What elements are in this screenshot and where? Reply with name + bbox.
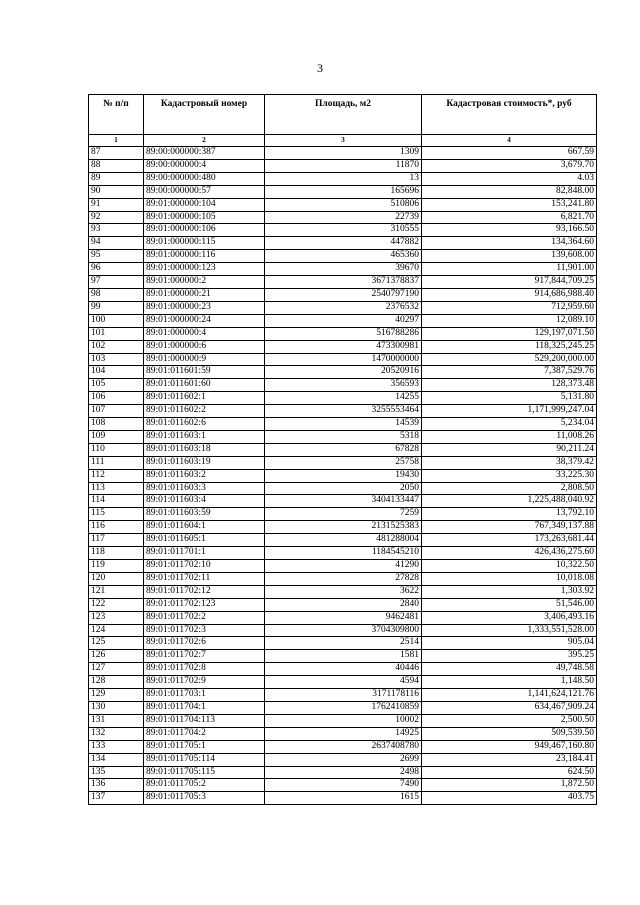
row-number: 96 (89, 263, 144, 276)
cadastral-number: 89:01:011705:115 (144, 766, 265, 779)
cost-value: 6,821.70 (422, 211, 597, 224)
cadastral-number: 89:01:011702:11 (144, 572, 265, 585)
cadastral-number: 89:01:011602:6 (144, 418, 265, 431)
table-row (89, 443, 597, 456)
area-value: 11870 (265, 159, 422, 172)
row-number: 128 (89, 676, 144, 689)
area-value: 39670 (265, 263, 422, 276)
table-row (89, 663, 597, 676)
cost-value: 13,792.10 (422, 508, 597, 521)
area-value: 22739 (265, 211, 422, 224)
area-value: 2376532 (265, 301, 422, 314)
cost-value: 10,018.08 (422, 572, 597, 585)
table-row (89, 392, 597, 405)
area-value: 2840 (265, 598, 422, 611)
cadastral-number: 89:01:011702:8 (144, 663, 265, 676)
table-row (89, 611, 597, 624)
area-value: 165696 (265, 185, 422, 198)
cost-value: 3,406,493.16 (422, 611, 597, 624)
cadastral-number: 89:01:011603:18 (144, 443, 265, 456)
cadastral-number: 89:01:011603:2 (144, 469, 265, 482)
table-row (89, 740, 597, 753)
cadastral-number: 89:01:011705:2 (144, 779, 265, 792)
area-value: 2050 (265, 482, 422, 495)
table-row (89, 405, 597, 418)
cost-value: 11,901.00 (422, 263, 597, 276)
cadastral-number: 89:01:011702:12 (144, 585, 265, 598)
row-number: 125 (89, 637, 144, 650)
cadastral-number: 89:01:011704:1 (144, 701, 265, 714)
cadastral-number: 89:01:000000:123 (144, 263, 265, 276)
area-value: 7490 (265, 779, 422, 792)
row-number: 120 (89, 572, 144, 585)
row-number: 118 (89, 547, 144, 560)
area-value: 2699 (265, 753, 422, 766)
page-number: 3 (317, 61, 323, 75)
area-value: 3671378837 (265, 276, 422, 289)
area-value: 1470000000 (265, 353, 422, 366)
row-number: 122 (89, 598, 144, 611)
table-row (89, 482, 597, 495)
header-num: № п/п (89, 95, 144, 135)
table-row (89, 714, 597, 727)
cost-value: 395.25 (422, 650, 597, 663)
area-value: 510806 (265, 198, 422, 211)
row-number: 131 (89, 714, 144, 727)
column-number: 3 (265, 135, 422, 147)
cadastral-number: 89:01:000000:105 (144, 211, 265, 224)
cadastral-number: 89:00:000000:4 (144, 159, 265, 172)
row-number: 91 (89, 198, 144, 211)
cadastral-number: 89:01:000000:24 (144, 314, 265, 327)
cadastral-number: 89:01:011702:3 (144, 624, 265, 637)
cadastral-number: 89:01:000000:116 (144, 250, 265, 263)
table-row (89, 418, 597, 431)
cost-value: 173,263,681.44 (422, 534, 597, 547)
cadastral-number: 89:01:011603:1 (144, 430, 265, 443)
cadastral-number: 89:01:000000:23 (144, 301, 265, 314)
table-row (89, 572, 597, 585)
cadastral-number: 89:01:011702:10 (144, 560, 265, 573)
cadastral-number: 89:00:000000:387 (144, 147, 265, 160)
cost-value: 2,500.50 (422, 714, 597, 727)
table-header-row (89, 95, 597, 135)
area-value: 10002 (265, 714, 422, 727)
area-value: 3704309800 (265, 624, 422, 637)
row-number: 89 (89, 172, 144, 185)
area-value: 2514 (265, 637, 422, 650)
cost-value: 403.75 (422, 792, 597, 805)
cost-value: 529,200,000.00 (422, 353, 597, 366)
table-row (89, 263, 597, 276)
cost-value: 11,008.26 (422, 430, 597, 443)
row-number: 95 (89, 250, 144, 263)
cadastral-number: 89:01:000000:2 (144, 276, 265, 289)
cadastral-number: 89:01:000000:21 (144, 288, 265, 301)
row-number: 124 (89, 624, 144, 637)
table-row (89, 753, 597, 766)
area-value: 14925 (265, 727, 422, 740)
cost-value: 712,959.60 (422, 301, 597, 314)
column-number: 1 (89, 135, 144, 147)
table-row (89, 456, 597, 469)
area-value: 3404133447 (265, 495, 422, 508)
cost-value: 5,131.80 (422, 392, 597, 405)
cadastral-number: 89:01:011604:1 (144, 521, 265, 534)
cost-value: 51,546.00 (422, 598, 597, 611)
table-row (89, 637, 597, 650)
cadastral-number: 89:01:011704:113 (144, 714, 265, 727)
cost-value: 4.03 (422, 172, 597, 185)
area-value: 310555 (265, 224, 422, 237)
row-number: 101 (89, 327, 144, 340)
row-number: 103 (89, 353, 144, 366)
table-row (89, 185, 597, 198)
row-number: 110 (89, 443, 144, 456)
area-value: 481288004 (265, 534, 422, 547)
area-value: 2131525383 (265, 521, 422, 534)
area-value: 9462481 (265, 611, 422, 624)
area-value: 5318 (265, 430, 422, 443)
area-value: 2540797190 (265, 288, 422, 301)
area-value: 3622 (265, 585, 422, 598)
area-value: 14539 (265, 418, 422, 431)
table-row (89, 779, 597, 792)
cost-value: 1,141,624,121.76 (422, 689, 597, 702)
row-number: 102 (89, 340, 144, 353)
row-number: 136 (89, 779, 144, 792)
table-row (89, 353, 597, 366)
cost-value: 634,467,909.24 (422, 701, 597, 714)
cadastral-table (88, 94, 597, 805)
row-number: 97 (89, 276, 144, 289)
row-number: 114 (89, 495, 144, 508)
area-value: 7259 (265, 508, 422, 521)
row-number: 117 (89, 534, 144, 547)
table-row (89, 508, 597, 521)
cadastral-number: 89:01:011705:3 (144, 792, 265, 805)
cost-value: 129,197,071.50 (422, 327, 597, 340)
area-value: 20520916 (265, 366, 422, 379)
row-number: 107 (89, 405, 144, 418)
table-row (89, 766, 597, 779)
cost-value: 5,234.04 (422, 418, 597, 431)
cadastral-number: 89:01:011603:59 (144, 508, 265, 521)
area-value: 67828 (265, 443, 422, 456)
cadastral-number: 89:01:011603:19 (144, 456, 265, 469)
cost-value: 1,225,488,040.92 (422, 495, 597, 508)
cadastral-number: 89:01:000000:104 (144, 198, 265, 211)
area-value: 19430 (265, 469, 422, 482)
row-number: 115 (89, 508, 144, 521)
cost-value: 12,089.10 (422, 314, 597, 327)
cadastral-number: 89:01:011702:2 (144, 611, 265, 624)
row-number: 100 (89, 314, 144, 327)
table-row (89, 547, 597, 560)
cost-value: 917,844,709.25 (422, 276, 597, 289)
row-number: 127 (89, 663, 144, 676)
area-value: 13 (265, 172, 422, 185)
row-number: 126 (89, 650, 144, 663)
table-row (89, 366, 597, 379)
row-number: 134 (89, 753, 144, 766)
table-row (89, 534, 597, 547)
table-row (89, 276, 597, 289)
row-number: 113 (89, 482, 144, 495)
row-number: 109 (89, 430, 144, 443)
cadastral-number: 89:01:011702:9 (144, 676, 265, 689)
row-number: 129 (89, 689, 144, 702)
column-number: 4 (422, 135, 597, 147)
cost-value: 2,808.50 (422, 482, 597, 495)
header-cadastral-number: Кадастровый номер (144, 95, 265, 135)
table-row (89, 521, 597, 534)
row-number: 108 (89, 418, 144, 431)
table-row (89, 314, 597, 327)
area-value: 1184545210 (265, 547, 422, 560)
row-number: 121 (89, 585, 144, 598)
area-value: 516788286 (265, 327, 422, 340)
area-value: 27828 (265, 572, 422, 585)
row-number: 99 (89, 301, 144, 314)
table-row (89, 701, 597, 714)
cost-value: 914,686,988.40 (422, 288, 597, 301)
row-number: 105 (89, 379, 144, 392)
cadastral-number: 89:01:011702:7 (144, 650, 265, 663)
row-number: 94 (89, 237, 144, 250)
table-row (89, 327, 597, 340)
cadastral-number: 89:01:011705:1 (144, 740, 265, 753)
area-value: 1615 (265, 792, 422, 805)
area-value: 1309 (265, 147, 422, 160)
row-number: 90 (89, 185, 144, 198)
row-number: 106 (89, 392, 144, 405)
area-value: 473300981 (265, 340, 422, 353)
table-row (89, 198, 597, 211)
table-row (89, 495, 597, 508)
area-value: 3255553464 (265, 405, 422, 418)
column-number-row (89, 135, 597, 147)
cost-value: 767,349,137.88 (422, 521, 597, 534)
table-row (89, 792, 597, 805)
table-row (89, 250, 597, 263)
cost-value: 93,166.50 (422, 224, 597, 237)
area-value: 40297 (265, 314, 422, 327)
cost-value: 624.50 (422, 766, 597, 779)
area-value: 447882 (265, 237, 422, 250)
cost-value: 82,848.00 (422, 185, 597, 198)
cadastral-number: 89:00:000000:480 (144, 172, 265, 185)
row-number: 135 (89, 766, 144, 779)
cost-value: 667.59 (422, 147, 597, 160)
table-row (89, 224, 597, 237)
cadastral-number: 89:01:000000:115 (144, 237, 265, 250)
table-row (89, 469, 597, 482)
cadastral-number: 89:01:011705:114 (144, 753, 265, 766)
cadastral-number: 89:01:011704:2 (144, 727, 265, 740)
cadastral-number: 89:01:000000:6 (144, 340, 265, 353)
cadastral-number: 89:01:011602:1 (144, 392, 265, 405)
table-row (89, 560, 597, 573)
cost-value: 23,184.41 (422, 753, 597, 766)
header-cost: Кадастровая стоимость*, руб (422, 95, 597, 135)
area-value: 41290 (265, 560, 422, 573)
cost-value: 134,364.60 (422, 237, 597, 250)
cost-value: 139,608.00 (422, 250, 597, 263)
table-row (89, 650, 597, 663)
area-value: 14255 (265, 392, 422, 405)
table-row (89, 211, 597, 224)
cadastral-number: 89:01:000000:9 (144, 353, 265, 366)
row-number: 111 (89, 456, 144, 469)
cost-value: 905.04 (422, 637, 597, 650)
table-row (89, 379, 597, 392)
cadastral-number: 89:01:011703:1 (144, 689, 265, 702)
area-value: 1762410859 (265, 701, 422, 714)
row-number: 92 (89, 211, 144, 224)
header-area: Площадь, м2 (265, 95, 422, 135)
cost-value: 38,379.42 (422, 456, 597, 469)
cost-value: 7,387,529.76 (422, 366, 597, 379)
cost-value: 3,679.70 (422, 159, 597, 172)
cadastral-number: 89:01:000000:4 (144, 327, 265, 340)
area-value: 40446 (265, 663, 422, 676)
cost-value: 509,539.50 (422, 727, 597, 740)
cost-value: 1,872.50 (422, 779, 597, 792)
row-number: 132 (89, 727, 144, 740)
table-row (89, 301, 597, 314)
cost-value: 33,225.30 (422, 469, 597, 482)
table-row (89, 676, 597, 689)
area-value: 3171178116 (265, 689, 422, 702)
cost-value: 49,748.58 (422, 663, 597, 676)
row-number: 98 (89, 288, 144, 301)
row-number: 88 (89, 159, 144, 172)
table-row (89, 237, 597, 250)
row-number: 112 (89, 469, 144, 482)
row-number: 137 (89, 792, 144, 805)
cadastral-number: 89:01:011602:2 (144, 405, 265, 418)
cadastral-number: 89:01:011702:6 (144, 637, 265, 650)
row-number: 119 (89, 560, 144, 573)
table-row (89, 288, 597, 301)
area-value: 4594 (265, 676, 422, 689)
cadastral-number: 89:01:011601:59 (144, 366, 265, 379)
table-row (89, 689, 597, 702)
cost-value: 949,467,160.80 (422, 740, 597, 753)
cost-value: 90,211.24 (422, 443, 597, 456)
cost-value: 128,373.48 (422, 379, 597, 392)
cost-value: 1,333,551,528.00 (422, 624, 597, 637)
row-number: 93 (89, 224, 144, 237)
area-value: 25758 (265, 456, 422, 469)
cadastral-number: 89:01:011603:4 (144, 495, 265, 508)
cadastral-number: 89:01:011603:3 (144, 482, 265, 495)
row-number: 116 (89, 521, 144, 534)
row-number: 133 (89, 740, 144, 753)
table-row (89, 172, 597, 185)
cadastral-number: 89:01:011601:60 (144, 379, 265, 392)
cadastral-number: 89:01:000000:106 (144, 224, 265, 237)
cadastral-number: 89:01:011605:1 (144, 534, 265, 547)
cost-value: 1,303.92 (422, 585, 597, 598)
table-row (89, 585, 597, 598)
cadastral-number: 89:00:000000:57 (144, 185, 265, 198)
table-row (89, 727, 597, 740)
row-number: 87 (89, 147, 144, 160)
cadastral-number: 89:01:011701:1 (144, 547, 265, 560)
area-value: 1581 (265, 650, 422, 663)
table-row (89, 430, 597, 443)
cost-value: 1,171,999,247.04 (422, 405, 597, 418)
row-number: 130 (89, 701, 144, 714)
cadastral-number: 89:01:011702:123 (144, 598, 265, 611)
cost-value: 1,148.50 (422, 676, 597, 689)
table-row (89, 159, 597, 172)
table-row (89, 340, 597, 353)
column-number: 2 (144, 135, 265, 147)
table-row (89, 147, 597, 160)
row-number: 104 (89, 366, 144, 379)
area-value: 356593 (265, 379, 422, 392)
area-value: 2637408780 (265, 740, 422, 753)
cost-value: 426,436,275.60 (422, 547, 597, 560)
table-row (89, 598, 597, 611)
table-row (89, 624, 597, 637)
area-value: 2498 (265, 766, 422, 779)
cost-value: 10,322.50 (422, 560, 597, 573)
area-value: 465360 (265, 250, 422, 263)
row-number: 123 (89, 611, 144, 624)
cost-value: 153,241.80 (422, 198, 597, 211)
cost-value: 118,325,245.25 (422, 340, 597, 353)
